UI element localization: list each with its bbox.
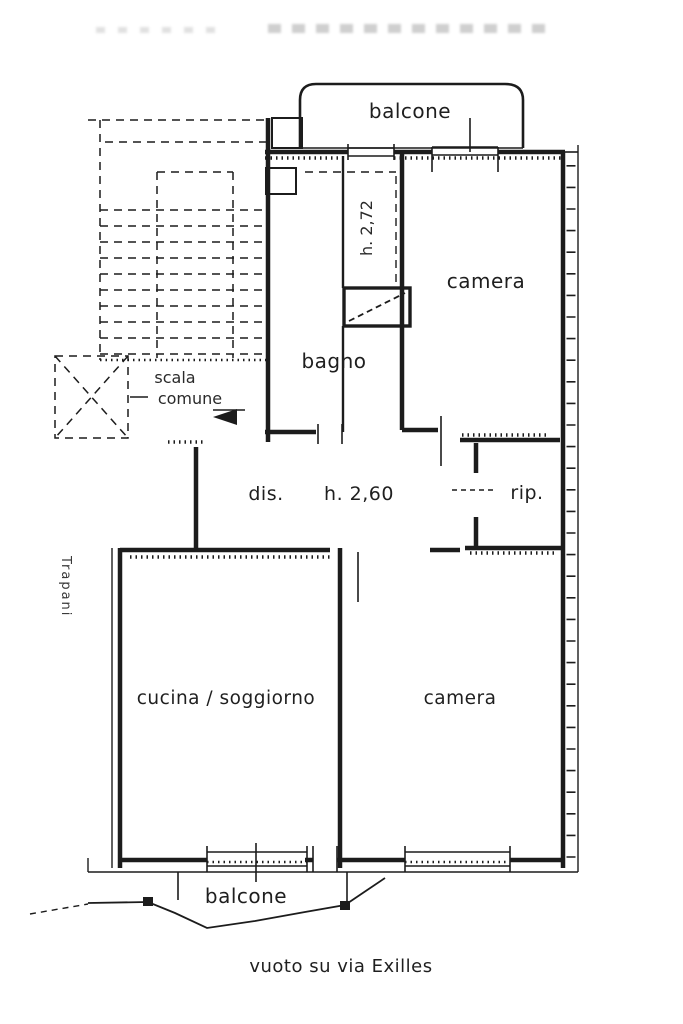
common-stairs xyxy=(88,120,268,360)
label-hallway-height: h. 2,60 xyxy=(324,483,394,505)
label-stairs-line2: comune xyxy=(157,389,223,408)
label-street-note: vuoto su via Exilles xyxy=(249,956,433,977)
elevator-shaft xyxy=(55,356,128,438)
label-bathroom-height: h. 2,72 xyxy=(357,200,376,256)
wall-hatching xyxy=(100,158,571,862)
label-bedroom-bottom: camera xyxy=(423,688,497,709)
lines-thin xyxy=(88,118,578,903)
label-stairs-line1: scala xyxy=(154,368,196,387)
label-bedroom-top: camera xyxy=(446,269,526,293)
label-bathroom: bagno xyxy=(301,349,367,373)
label-balcony-bottom: balcone xyxy=(204,884,288,908)
label-kitchen-living: cucina / soggiorno xyxy=(136,688,316,709)
label-hallway: dis. xyxy=(248,483,284,505)
label-side-street: Trapani xyxy=(58,556,73,618)
entrance-arrow xyxy=(213,409,245,425)
label-closet: rip. xyxy=(510,482,544,504)
dashed-misc xyxy=(30,172,495,914)
label-balcony-top: balcone xyxy=(368,99,452,123)
